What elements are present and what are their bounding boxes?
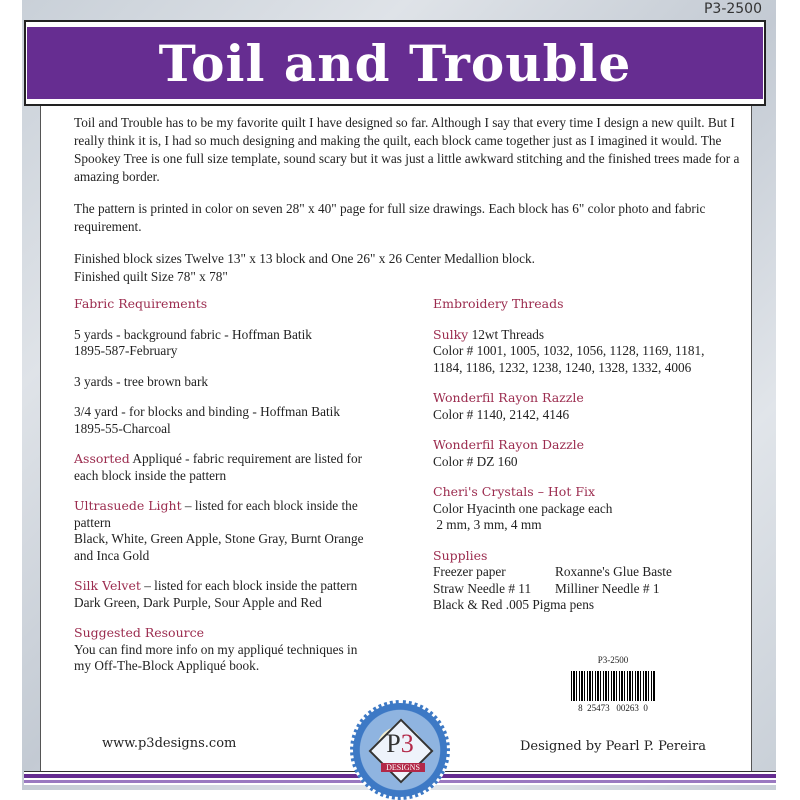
threads-column [433,296,733,628]
fabric-heading: Fabric Requirements [74,296,208,311]
supply-item: Milliner Needle # 1 [555,580,660,596]
sulky-label: Sulky [433,326,469,342]
fabric-item: 3/4 yard - for blocks and binding - Hoffman Batik [74,404,341,419]
assorted-label: Assorted [74,451,130,466]
fabric-item: 1895-55-Charcoal [74,420,171,436]
silk-colors: Dark Green, Dark Purple, Sour Apple and Red [74,594,322,610]
razzle-heading: Wonderfil Rayon Razzle [433,390,584,405]
dazzle-colors: Color # DZ 160 [433,453,518,469]
supplies-heading: Supplies [433,547,488,563]
crystals-heading: Cheri's Crystals – Hot Fix [433,484,596,499]
ultrasuede-text: – listed for each block inside the pattern [74,498,358,530]
crystals-sizes: 2 mm, 3 mm, 4 mm [433,517,542,532]
barcode-code: P3-2500 [597,655,629,665]
fabric-item: 1895-587-February [74,343,178,358]
intro-paragraph: Toil and Trouble has to be my favorite quilt I have designed so far. Although I say that every time I design a new quilt. But I really think it is, I had so much designing and making the quilt, each block came together just as I imagined it would. The Spookey Tree is one full size template, sound scary but it was just a little awkward stitching and the finished trees made for a amazing border. [74,115,740,184]
designer-credit: Designed by Pearl P. Pereira [520,739,706,754]
supply-item: Black & Red .005 Pigma pens [433,597,595,612]
silk-text: – listed for each block inside the pattern [140,578,358,593]
ultrasuede-item [74,498,374,564]
page-title: Toil and Trouble [158,33,632,93]
supplies-list [433,564,733,597]
logo-mark [353,729,447,759]
fabric-item: 5 yards - background fabric - Hoffman Batik [74,326,312,342]
fabric-item: 3 yards - tree brown bark [74,373,209,389]
threads-heading: Embroidery Threads [433,296,564,311]
assorted-text: Appliqué - fabric requirement are listed for each block inside the pattern [74,451,363,483]
logo-p: P [386,729,401,758]
p3-designs-logo [350,700,450,800]
resource-text: You can find more info on my appliqué techniques in my Off-The-Block Appliqué book. [74,641,358,673]
resource-heading: Suggested Resource [74,625,204,640]
silk-label: Silk Velvet [74,578,141,593]
pattern-code: P3-2500 [703,1,762,17]
website-link[interactable]: www.p3designs.com [102,736,237,751]
dazzle-heading: Wonderfil Rayon Dazzle [433,437,585,452]
sulky-text: 12wt Threads [468,326,545,342]
crystals-text: Color Hyacinth one package each [433,500,613,516]
title-banner [24,20,766,106]
razzle-colors: Color # 1140, 2142, 4146 [433,406,570,422]
logo-designs: DESIGNS [381,763,425,772]
ultrasuede-colors: Black, White, Green Apple, Stone Gray, Burnt Orange and Inca Gold [74,531,364,563]
fabric-column [74,296,374,689]
supply-item: Roxanne's Glue Baste [555,564,672,579]
assorted-item [74,451,374,484]
intro-line: Finished quilt Size 78" x 78" [74,269,228,284]
barcode-block [568,655,658,713]
supply-item: Straw Needle # 11 [433,580,532,596]
barcode-number: 8 25473 00263 0 [578,703,648,713]
ultrasuede-label: Ultrasuede Light [74,498,182,513]
intro-paragraph: The pattern is printed in color on seven 28" x 40" page for full size drawings. Each block has 6" color photo and fabric requirement. [74,201,706,234]
intro-text [74,114,744,286]
supply-item: Freezer paper [433,564,506,579]
silk-item [74,578,374,611]
barcode [571,671,655,701]
logo-3: 3 [400,729,414,758]
intro-line: Finished block sizes Twelve 13" x 13 block and One 26" x 26 Center Medallion block. [74,251,535,266]
sulky-colors: Color # 1001, 1005, 1032, 1056, 1128, 1169, 1181, 1184, 1186, 1232, 1238, 1240, 1328, 1332, 4006 [433,343,705,375]
